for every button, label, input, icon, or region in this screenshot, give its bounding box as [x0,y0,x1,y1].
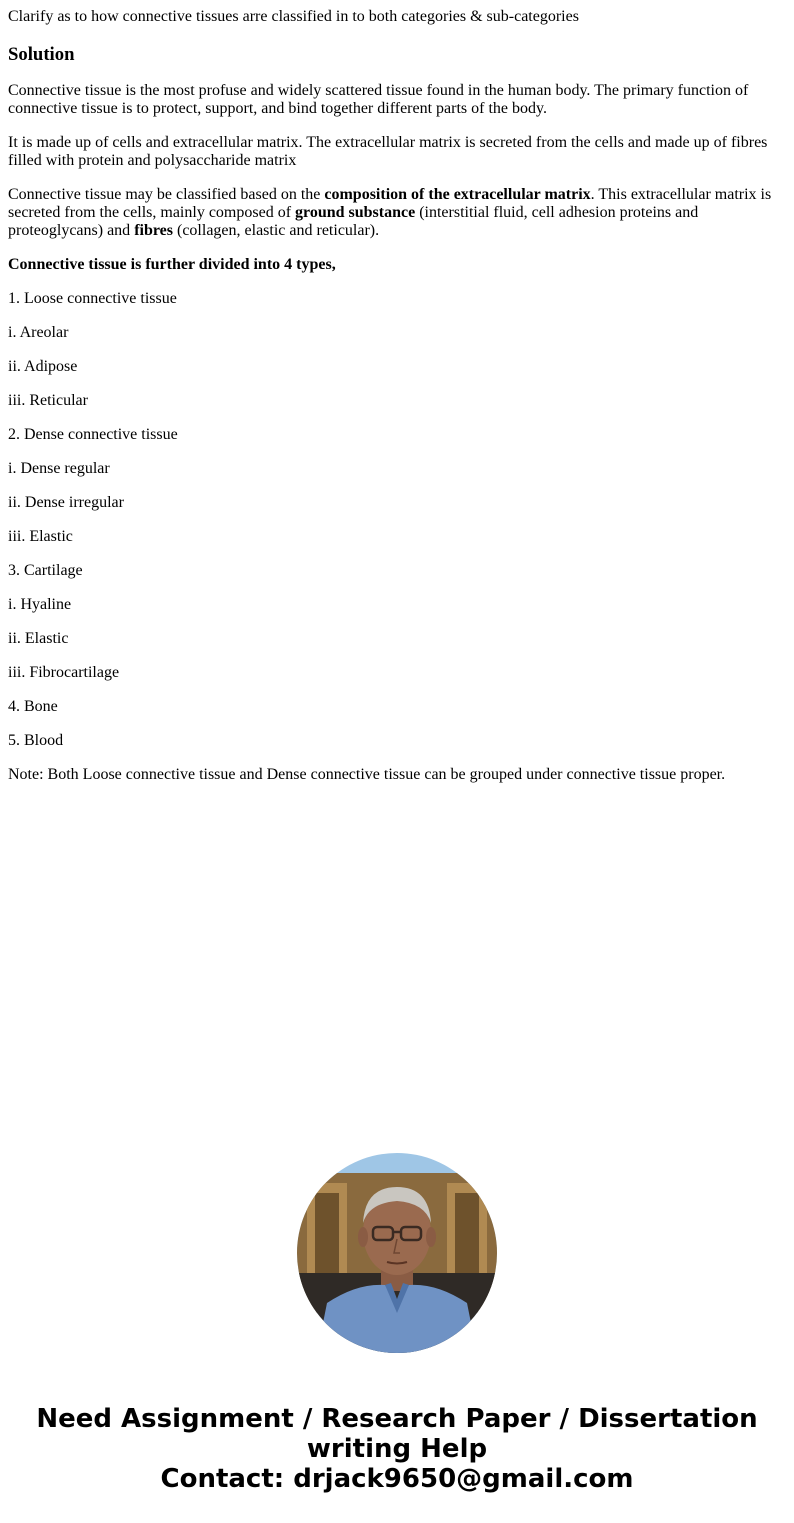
list-item: iii. Fibrocartilage [8,664,120,681]
emphasis-extracellular-matrix: composition of the extracellular matrix [324,186,591,203]
emphasis-ground-substance: ground substance [295,204,416,221]
list-item: ii. Dense irregular [8,494,124,511]
paragraph-definition: Connective tissue is the most profuse and widely scattered tissue found in the human body. The primary function of connective tissue is to protect, support, and bind together different parts of the body. [8,82,749,117]
classification-text: (interstitial fluid, cell adhesion proteins and proteoglycans) and [8,204,699,239]
author-avatar [297,1153,497,1353]
author-photo-illustration [297,1153,497,1353]
list-item: iii. Reticular [8,392,88,409]
list-item: ii. Adipose [8,358,78,375]
list-item: iii. Elastic [8,528,73,545]
note-text: Note: Both Loose connective tissue and Dense connective tissue can be grouped under connective tissue proper. [8,766,726,783]
list-item: i. Areolar [8,324,69,341]
promo-line-1: Need Assignment / Research Paper / Dissertation [36,1404,758,1434]
list-item: 4. Bone [8,698,58,715]
list-item: i. Dense regular [8,460,110,477]
paragraph-composition: It is made up of cells and extracellular matrix. The extracellular matrix is secreted from the cells and made up of fibres filled with protein and polysaccharide matrix [8,134,768,169]
promo-contact: Contact: drjack9650@gmail.com [160,1464,634,1494]
promo-line-2: writing Help [306,1434,488,1464]
document-body [8,8,786,784]
list-item: 1. Loose connective tissue [8,290,177,307]
list-item: ii. Elastic [8,630,69,647]
list-item: 2. Dense connective tissue [8,426,178,443]
paragraph-classification [8,186,786,240]
list-item: 5. Blood [8,732,64,749]
solution-heading: Solution [8,44,75,65]
promo-banner [0,1404,794,1494]
classification-text: Connective tissue may be classified based on the [8,186,325,203]
question-text: Clarify as to how connective tissues arre classified in to both categories & sub-categories [8,8,579,25]
classification-text: (collagen, elastic and reticular). [173,222,380,239]
classification-text: . This extracellular matrix is secreted from the cells, mainly composed of [8,186,772,221]
paragraph-types-intro: Connective tissue is further divided into 4 types, [8,256,336,273]
list-item: 3. Cartilage [8,562,83,579]
list-item: i. Hyaline [8,596,72,613]
emphasis-fibres: fibres [134,222,173,239]
